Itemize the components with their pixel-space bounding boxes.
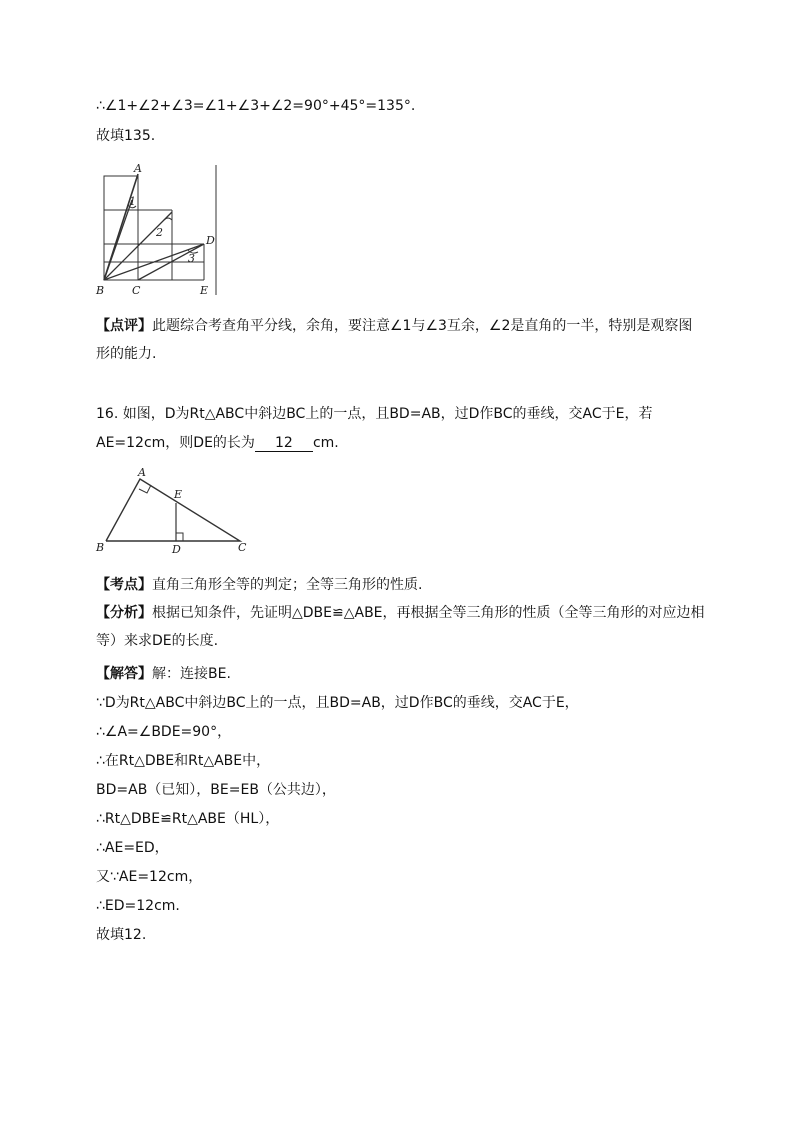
triangle-figure [92, 465, 257, 560]
label-E: E [174, 488, 183, 501]
label-A: A [134, 162, 142, 175]
label-n1: 1 [129, 195, 136, 208]
label-A: A [138, 466, 146, 479]
solution-step: ∴Rt△DBE≌Rt△ABE（HL）， [96, 811, 280, 827]
label-B: B [96, 284, 105, 297]
fenxi-tag: 【分析】 [96, 605, 152, 621]
comment-line-2: 形的能力. [96, 346, 157, 362]
solution-step: BD=AB（已知），BE=EB（公共边）， [96, 782, 336, 798]
solution-step: ∴∠A=∠BDE=90°， [96, 724, 232, 740]
label-C: C [238, 541, 247, 554]
question-16-answer-blank: 12 [255, 436, 313, 452]
solution-step: ∴ED=12cm. [96, 898, 180, 914]
jieda-tag: 【解答】 [96, 666, 152, 682]
solution-step: 故填12. [96, 927, 147, 943]
label-n3: 3 [188, 252, 195, 265]
label-D: D [172, 543, 181, 556]
equation-line: ∴∠1+∠2+∠3=∠1+∠3+∠2=90°+45°=135°. [96, 98, 416, 114]
kaodian-line [96, 576, 422, 594]
solution-step: ∴AE=ED， [96, 840, 169, 856]
comment-tag: 【点评】 [96, 318, 152, 334]
jieda-text: 解：连接BE. [152, 666, 231, 682]
question-16-text-pre: AE=12cm，则DE的长为 [96, 435, 255, 451]
label-C: C [132, 284, 141, 297]
comment-line-1 [96, 317, 692, 335]
comment-text-1: 此题综合考查角平分线，余角，要注意∠1与∠3互余，∠2是直角的一半，特别是观察图 [152, 318, 693, 334]
fenxi-text-1: 根据已知条件，先证明△DBE≌△ABE，再根据全等三角形的性质（全等三角形的对应边相 [152, 605, 705, 621]
kaodian-text: 直角三角形全等的判定；全等三角形的性质. [152, 577, 423, 593]
solution-step: ∵D为Rt△ABC中斜边BC上的一点，且BD=AB，过D作BC的垂线，交AC于E， [96, 695, 579, 711]
answer-line: 故填135. [96, 128, 156, 144]
label-D: D [206, 234, 215, 247]
solution-step: 又∵AE=12cm， [96, 869, 203, 885]
label-n2: 2 [156, 226, 163, 239]
label-B: B [96, 541, 105, 554]
question-16-line-2 [96, 434, 339, 452]
label-E: E [200, 284, 209, 297]
question-16-line-1: 16. 如图，D为Rt△ABC中斜边BC上的一点，且BD=AB，过D作BC的垂线，交AC于E，若 [96, 406, 653, 422]
question-16-text-post: cm. [312, 435, 339, 451]
jieda-line [96, 665, 231, 683]
kaodian-tag: 【考点】 [96, 577, 152, 593]
solution-step: ∴在Rt△DBE和Rt△ABE中， [96, 753, 271, 769]
fenxi-line-2: 等）来求DE的长度. [96, 633, 219, 649]
grid-angle-figure [92, 160, 227, 300]
fenxi-line-1 [96, 604, 705, 622]
